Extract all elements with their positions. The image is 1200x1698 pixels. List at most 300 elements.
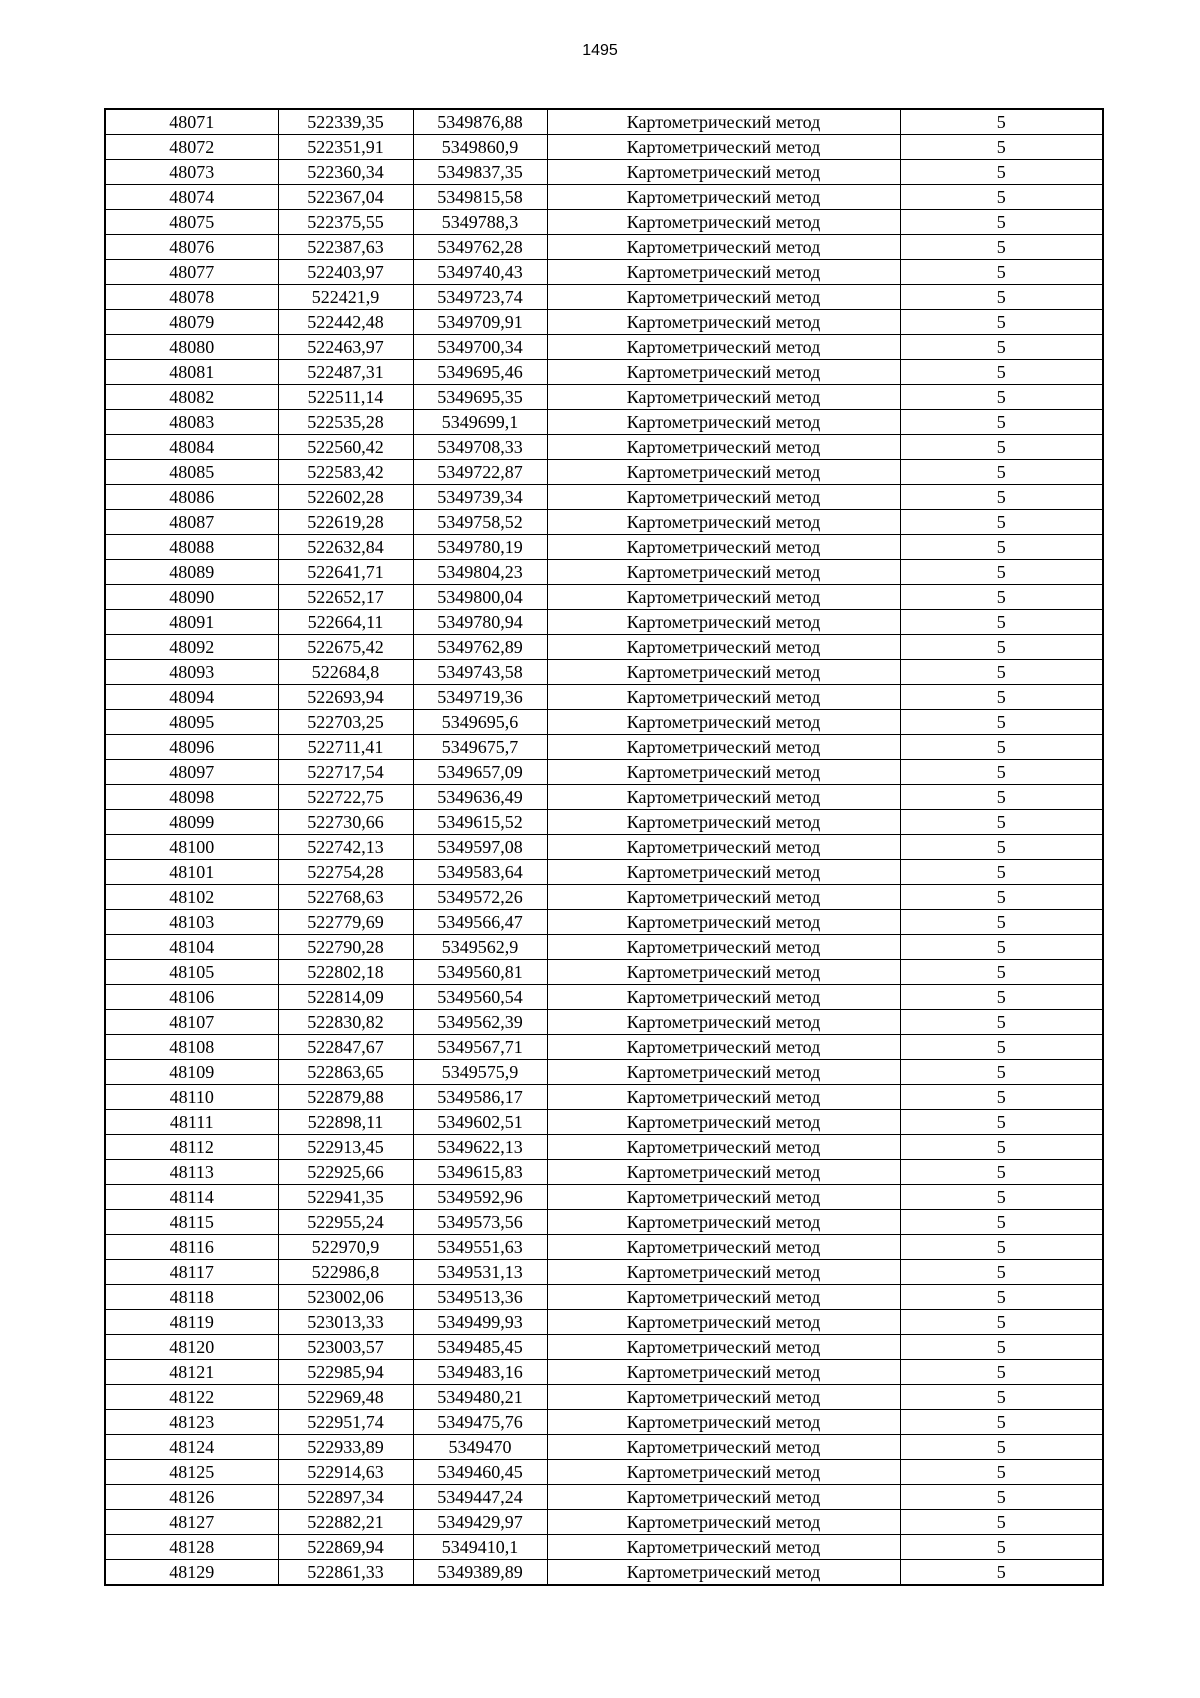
x-coordinate-cell: 522814,09 [278, 985, 413, 1010]
x-coordinate-cell: 522869,94 [278, 1535, 413, 1560]
table-row [105, 1010, 1103, 1035]
y-coordinate-cell: 5349573,56 [413, 1210, 547, 1235]
table-row [105, 1385, 1103, 1410]
x-coordinate-cell: 522913,45 [278, 1135, 413, 1160]
method-cell: Картометрический метод [547, 810, 900, 835]
x-coordinate-cell: 522442,48 [278, 310, 413, 335]
table-row [105, 185, 1103, 210]
table-row [105, 1535, 1103, 1560]
method-cell: Картометрический метод [547, 435, 900, 460]
x-coordinate-cell: 522730,66 [278, 810, 413, 835]
y-coordinate-cell: 5349739,34 [413, 485, 547, 510]
point-number-cell: 48091 [105, 610, 278, 635]
point-number-cell: 48084 [105, 435, 278, 460]
method-cell: Картометрический метод [547, 535, 900, 560]
method-cell: Картометрический метод [547, 1460, 900, 1485]
method-cell: Картометрический метод [547, 860, 900, 885]
accuracy-cell: 5 [900, 735, 1103, 760]
method-cell: Картометрический метод [547, 360, 900, 385]
accuracy-cell: 5 [900, 835, 1103, 860]
accuracy-cell: 5 [900, 260, 1103, 285]
x-coordinate-cell: 522463,97 [278, 335, 413, 360]
y-coordinate-cell: 5349480,21 [413, 1385, 547, 1410]
accuracy-cell: 5 [900, 1510, 1103, 1535]
point-number-cell: 48086 [105, 485, 278, 510]
point-number-cell: 48092 [105, 635, 278, 660]
x-coordinate-cell: 522897,34 [278, 1485, 413, 1510]
point-number-cell: 48088 [105, 535, 278, 560]
x-coordinate-cell: 522403,97 [278, 260, 413, 285]
table-row [105, 1060, 1103, 1085]
x-coordinate-cell: 522511,14 [278, 385, 413, 410]
table-row [105, 810, 1103, 835]
table-row [105, 385, 1103, 410]
x-coordinate-cell: 523003,57 [278, 1335, 413, 1360]
table-row [105, 835, 1103, 860]
accuracy-cell: 5 [900, 910, 1103, 935]
table-row [105, 985, 1103, 1010]
method-cell: Картометрический метод [547, 785, 900, 810]
x-coordinate-cell: 522375,55 [278, 210, 413, 235]
y-coordinate-cell: 5349562,39 [413, 1010, 547, 1035]
y-coordinate-cell: 5349780,19 [413, 535, 547, 560]
accuracy-cell: 5 [900, 1060, 1103, 1085]
x-coordinate-cell: 522560,42 [278, 435, 413, 460]
point-number-cell: 48113 [105, 1160, 278, 1185]
method-cell: Картометрический метод [547, 485, 900, 510]
method-cell: Картометрический метод [547, 1210, 900, 1235]
method-cell: Картометрический метод [547, 185, 900, 210]
method-cell: Картометрический метод [547, 560, 900, 585]
point-number-cell: 48085 [105, 460, 278, 485]
accuracy-cell: 5 [900, 1310, 1103, 1335]
table-row [105, 1460, 1103, 1485]
x-coordinate-cell: 522632,84 [278, 535, 413, 560]
point-number-cell: 48119 [105, 1310, 278, 1335]
method-cell: Картометрический метод [547, 1010, 900, 1035]
y-coordinate-cell: 5349695,6 [413, 710, 547, 735]
point-number-cell: 48107 [105, 1010, 278, 1035]
x-coordinate-cell: 522861,33 [278, 1560, 413, 1586]
x-coordinate-cell: 522986,8 [278, 1260, 413, 1285]
x-coordinate-cell: 522969,48 [278, 1385, 413, 1410]
method-cell: Картометрический метод [547, 285, 900, 310]
y-coordinate-cell: 5349475,76 [413, 1410, 547, 1435]
table-row [105, 460, 1103, 485]
method-cell: Картометрический метод [547, 260, 900, 285]
point-number-cell: 48114 [105, 1185, 278, 1210]
point-number-cell: 48100 [105, 835, 278, 860]
table-row [105, 310, 1103, 335]
table-row [105, 660, 1103, 685]
point-number-cell: 48106 [105, 985, 278, 1010]
method-cell: Картометрический метод [547, 1335, 900, 1360]
x-coordinate-cell: 522914,63 [278, 1460, 413, 1485]
method-cell: Картометрический метод [547, 835, 900, 860]
table-row [105, 560, 1103, 585]
method-cell: Картометрический метод [547, 1310, 900, 1335]
point-number-cell: 48082 [105, 385, 278, 410]
table-row [105, 210, 1103, 235]
accuracy-cell: 5 [900, 1035, 1103, 1060]
x-coordinate-cell: 522879,88 [278, 1085, 413, 1110]
point-number-cell: 48109 [105, 1060, 278, 1085]
x-coordinate-cell: 522664,11 [278, 610, 413, 635]
point-number-cell: 48123 [105, 1410, 278, 1435]
table-row [105, 1210, 1103, 1235]
y-coordinate-cell: 5349700,34 [413, 335, 547, 360]
x-coordinate-cell: 522535,28 [278, 410, 413, 435]
method-cell: Картометрический метод [547, 660, 900, 685]
method-cell: Картометрический метод [547, 160, 900, 185]
point-number-cell: 48087 [105, 510, 278, 535]
y-coordinate-cell: 5349815,58 [413, 185, 547, 210]
table-row [105, 285, 1103, 310]
point-number-cell: 48112 [105, 1135, 278, 1160]
y-coordinate-cell: 5349722,87 [413, 460, 547, 485]
point-number-cell: 48074 [105, 185, 278, 210]
method-cell: Картометрический метод [547, 1435, 900, 1460]
y-coordinate-cell: 5349499,93 [413, 1310, 547, 1335]
y-coordinate-cell: 5349860,9 [413, 135, 547, 160]
y-coordinate-cell: 5349788,3 [413, 210, 547, 235]
accuracy-cell: 5 [900, 660, 1103, 685]
x-coordinate-cell: 522675,42 [278, 635, 413, 660]
table-row [105, 410, 1103, 435]
point-number-cell: 48102 [105, 885, 278, 910]
y-coordinate-cell: 5349740,43 [413, 260, 547, 285]
method-cell: Картометрический метод [547, 1060, 900, 1085]
y-coordinate-cell: 5349876,88 [413, 109, 547, 135]
point-number-cell: 48118 [105, 1285, 278, 1310]
method-cell: Картометрический метод [547, 610, 900, 635]
method-cell: Картометрический метод [547, 210, 900, 235]
y-coordinate-cell: 5349636,49 [413, 785, 547, 810]
accuracy-cell: 5 [900, 1535, 1103, 1560]
y-coordinate-cell: 5349723,74 [413, 285, 547, 310]
x-coordinate-cell: 522351,91 [278, 135, 413, 160]
x-coordinate-cell: 522717,54 [278, 760, 413, 785]
accuracy-cell: 5 [900, 135, 1103, 160]
y-coordinate-cell: 5349837,35 [413, 160, 547, 185]
accuracy-cell: 5 [900, 1185, 1103, 1210]
point-number-cell: 48096 [105, 735, 278, 760]
y-coordinate-cell: 5349410,1 [413, 1535, 547, 1560]
method-cell: Картометрический метод [547, 109, 900, 135]
point-number-cell: 48121 [105, 1360, 278, 1385]
table-row [105, 910, 1103, 935]
y-coordinate-cell: 5349460,45 [413, 1460, 547, 1485]
y-coordinate-cell: 5349695,35 [413, 385, 547, 410]
table-row [105, 685, 1103, 710]
y-coordinate-cell: 5349575,9 [413, 1060, 547, 1085]
accuracy-cell: 5 [900, 635, 1103, 660]
x-coordinate-cell: 522790,28 [278, 935, 413, 960]
accuracy-cell: 5 [900, 310, 1103, 335]
point-number-cell: 48101 [105, 860, 278, 885]
table-row [105, 785, 1103, 810]
table-row [105, 635, 1103, 660]
accuracy-cell: 5 [900, 410, 1103, 435]
table-row [105, 1285, 1103, 1310]
x-coordinate-cell: 522722,75 [278, 785, 413, 810]
accuracy-cell: 5 [900, 1360, 1103, 1385]
x-coordinate-cell: 522830,82 [278, 1010, 413, 1035]
x-coordinate-cell: 523013,33 [278, 1310, 413, 1335]
point-number-cell: 48089 [105, 560, 278, 585]
accuracy-cell: 5 [900, 1160, 1103, 1185]
y-coordinate-cell: 5349709,91 [413, 310, 547, 335]
method-cell: Картометрический метод [547, 335, 900, 360]
method-cell: Картометрический метод [547, 410, 900, 435]
point-number-cell: 48120 [105, 1335, 278, 1360]
method-cell: Картометрический метод [547, 510, 900, 535]
y-coordinate-cell: 5349560,54 [413, 985, 547, 1010]
point-number-cell: 48081 [105, 360, 278, 385]
table-row [105, 235, 1103, 260]
point-number-cell: 48072 [105, 135, 278, 160]
y-coordinate-cell: 5349592,96 [413, 1185, 547, 1210]
y-coordinate-cell: 5349560,81 [413, 960, 547, 985]
table-row [105, 860, 1103, 885]
method-cell: Картометрический метод [547, 135, 900, 160]
x-coordinate-cell: 522970,9 [278, 1235, 413, 1260]
point-number-cell: 48129 [105, 1560, 278, 1586]
table-row [105, 1435, 1103, 1460]
accuracy-cell: 5 [900, 560, 1103, 585]
point-number-cell: 48115 [105, 1210, 278, 1235]
accuracy-cell: 5 [900, 1235, 1103, 1260]
point-number-cell: 48105 [105, 960, 278, 985]
y-coordinate-cell: 5349562,9 [413, 935, 547, 960]
method-cell: Картометрический метод [547, 1485, 900, 1510]
x-coordinate-cell: 522898,11 [278, 1110, 413, 1135]
y-coordinate-cell: 5349675,7 [413, 735, 547, 760]
y-coordinate-cell: 5349566,47 [413, 910, 547, 935]
table-row [105, 1560, 1103, 1586]
method-cell: Картометрический метод [547, 635, 900, 660]
x-coordinate-cell: 522768,63 [278, 885, 413, 910]
table-row [105, 135, 1103, 160]
accuracy-cell: 5 [900, 685, 1103, 710]
point-number-cell: 48108 [105, 1035, 278, 1060]
accuracy-cell: 5 [900, 1085, 1103, 1110]
point-number-cell: 48125 [105, 1460, 278, 1485]
y-coordinate-cell: 5349567,71 [413, 1035, 547, 1060]
method-cell: Картометрический метод [547, 1560, 900, 1586]
y-coordinate-cell: 5349800,04 [413, 585, 547, 610]
accuracy-cell: 5 [900, 935, 1103, 960]
accuracy-cell: 5 [900, 510, 1103, 535]
x-coordinate-cell: 522941,35 [278, 1185, 413, 1210]
y-coordinate-cell: 5349483,16 [413, 1360, 547, 1385]
point-number-cell: 48127 [105, 1510, 278, 1535]
method-cell: Картометрический метод [547, 1410, 900, 1435]
point-number-cell: 48075 [105, 210, 278, 235]
x-coordinate-cell: 522951,74 [278, 1410, 413, 1435]
table-row [105, 585, 1103, 610]
y-coordinate-cell: 5349615,52 [413, 810, 547, 835]
method-cell: Картометрический метод [547, 735, 900, 760]
x-coordinate-cell: 522421,9 [278, 285, 413, 310]
x-coordinate-cell: 522367,04 [278, 185, 413, 210]
point-number-cell: 48093 [105, 660, 278, 685]
accuracy-cell: 5 [900, 185, 1103, 210]
point-number-cell: 48078 [105, 285, 278, 310]
method-cell: Картометрический метод [547, 310, 900, 335]
x-coordinate-cell: 523002,06 [278, 1285, 413, 1310]
point-number-cell: 48083 [105, 410, 278, 435]
accuracy-cell: 5 [900, 1435, 1103, 1460]
table-row [105, 109, 1103, 135]
method-cell: Картометрический метод [547, 1035, 900, 1060]
y-coordinate-cell: 5349622,13 [413, 1135, 547, 1160]
accuracy-cell: 5 [900, 785, 1103, 810]
table-row [105, 1185, 1103, 1210]
table-row [105, 160, 1103, 185]
x-coordinate-cell: 522641,71 [278, 560, 413, 585]
method-cell: Картометрический метод [547, 1085, 900, 1110]
accuracy-cell: 5 [900, 1460, 1103, 1485]
table-row [105, 435, 1103, 460]
table-row [105, 710, 1103, 735]
table-row [105, 360, 1103, 385]
point-number-cell: 48126 [105, 1485, 278, 1510]
table-row [105, 960, 1103, 985]
accuracy-cell: 5 [900, 160, 1103, 185]
method-cell: Картометрический метод [547, 1110, 900, 1135]
table-row [105, 885, 1103, 910]
accuracy-cell: 5 [900, 485, 1103, 510]
table-row [105, 1110, 1103, 1135]
y-coordinate-cell: 5349743,58 [413, 660, 547, 685]
table-row [105, 1410, 1103, 1435]
accuracy-cell: 5 [900, 235, 1103, 260]
y-coordinate-cell: 5349615,83 [413, 1160, 547, 1185]
x-coordinate-cell: 522387,63 [278, 235, 413, 260]
y-coordinate-cell: 5349586,17 [413, 1085, 547, 1110]
x-coordinate-cell: 522583,42 [278, 460, 413, 485]
x-coordinate-cell: 522779,69 [278, 910, 413, 935]
y-coordinate-cell: 5349470 [413, 1435, 547, 1460]
method-cell: Картометрический метод [547, 935, 900, 960]
accuracy-cell: 5 [900, 210, 1103, 235]
table-row [105, 935, 1103, 960]
accuracy-cell: 5 [900, 109, 1103, 135]
method-cell: Картометрический метод [547, 910, 900, 935]
x-coordinate-cell: 522652,17 [278, 585, 413, 610]
table-row [105, 1160, 1103, 1185]
x-coordinate-cell: 522933,89 [278, 1435, 413, 1460]
coordinates-table-body [105, 109, 1103, 1585]
accuracy-cell: 5 [900, 1335, 1103, 1360]
accuracy-cell: 5 [900, 1485, 1103, 1510]
accuracy-cell: 5 [900, 860, 1103, 885]
x-coordinate-cell: 522754,28 [278, 860, 413, 885]
x-coordinate-cell: 522703,25 [278, 710, 413, 735]
point-number-cell: 48073 [105, 160, 278, 185]
point-number-cell: 48117 [105, 1260, 278, 1285]
method-cell: Картометрический метод [547, 585, 900, 610]
y-coordinate-cell: 5349695,46 [413, 360, 547, 385]
x-coordinate-cell: 522339,35 [278, 109, 413, 135]
accuracy-cell: 5 [900, 285, 1103, 310]
method-cell: Картометрический метод [547, 1160, 900, 1185]
x-coordinate-cell: 522360,34 [278, 160, 413, 185]
table-row [105, 535, 1103, 560]
point-number-cell: 48071 [105, 109, 278, 135]
y-coordinate-cell: 5349657,09 [413, 760, 547, 785]
table-row [105, 760, 1103, 785]
y-coordinate-cell: 5349572,26 [413, 885, 547, 910]
table-row [105, 610, 1103, 635]
point-number-cell: 48103 [105, 910, 278, 935]
y-coordinate-cell: 5349513,36 [413, 1285, 547, 1310]
y-coordinate-cell: 5349699,1 [413, 410, 547, 435]
point-number-cell: 48104 [105, 935, 278, 960]
table-row [105, 335, 1103, 360]
method-cell: Картометрический метод [547, 1385, 900, 1410]
method-cell: Картометрический метод [547, 1135, 900, 1160]
y-coordinate-cell: 5349719,36 [413, 685, 547, 710]
table-row [105, 1360, 1103, 1385]
accuracy-cell: 5 [900, 710, 1103, 735]
table-row [105, 1510, 1103, 1535]
accuracy-cell: 5 [900, 1385, 1103, 1410]
y-coordinate-cell: 5349708,33 [413, 435, 547, 460]
method-cell: Картометрический метод [547, 1235, 900, 1260]
y-coordinate-cell: 5349780,94 [413, 610, 547, 635]
point-number-cell: 48128 [105, 1535, 278, 1560]
table-row [105, 1135, 1103, 1160]
method-cell: Картометрический метод [547, 1535, 900, 1560]
method-cell: Картометрический метод [547, 385, 900, 410]
point-number-cell: 48124 [105, 1435, 278, 1460]
accuracy-cell: 5 [900, 885, 1103, 910]
accuracy-cell: 5 [900, 585, 1103, 610]
accuracy-cell: 5 [900, 335, 1103, 360]
method-cell: Картометрический метод [547, 685, 900, 710]
method-cell: Картометрический метод [547, 760, 900, 785]
method-cell: Картометрический метод [547, 1360, 900, 1385]
accuracy-cell: 5 [900, 1135, 1103, 1160]
point-number-cell: 48122 [105, 1385, 278, 1410]
accuracy-cell: 5 [900, 1010, 1103, 1035]
x-coordinate-cell: 522847,67 [278, 1035, 413, 1060]
point-number-cell: 48090 [105, 585, 278, 610]
accuracy-cell: 5 [900, 1560, 1103, 1586]
table-row [105, 1235, 1103, 1260]
x-coordinate-cell: 522711,41 [278, 735, 413, 760]
table-row [105, 1260, 1103, 1285]
table-row [105, 1035, 1103, 1060]
x-coordinate-cell: 522742,13 [278, 835, 413, 860]
accuracy-cell: 5 [900, 1210, 1103, 1235]
point-number-cell: 48097 [105, 760, 278, 785]
point-number-cell: 48080 [105, 335, 278, 360]
accuracy-cell: 5 [900, 1110, 1103, 1135]
y-coordinate-cell: 5349551,63 [413, 1235, 547, 1260]
point-number-cell: 48099 [105, 810, 278, 835]
y-coordinate-cell: 5349597,08 [413, 835, 547, 860]
method-cell: Картометрический метод [547, 1260, 900, 1285]
method-cell: Картометрический метод [547, 460, 900, 485]
accuracy-cell: 5 [900, 535, 1103, 560]
accuracy-cell: 5 [900, 385, 1103, 410]
x-coordinate-cell: 522985,94 [278, 1360, 413, 1385]
y-coordinate-cell: 5349583,64 [413, 860, 547, 885]
method-cell: Картометрический метод [547, 1185, 900, 1210]
